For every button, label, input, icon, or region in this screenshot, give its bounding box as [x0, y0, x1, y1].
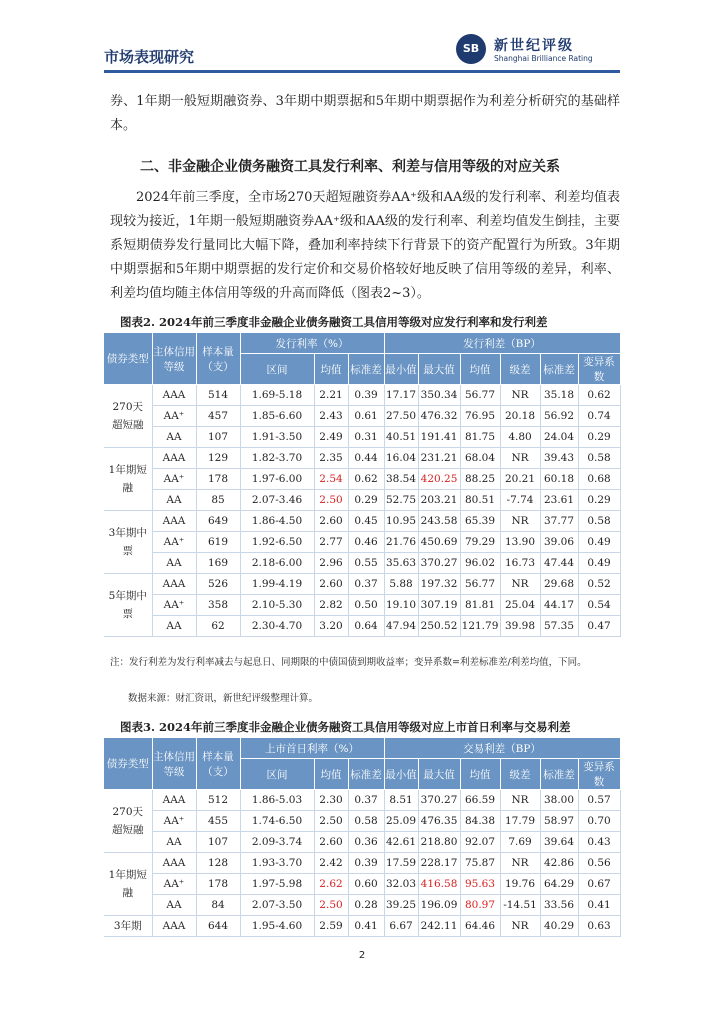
table-cell: 64.46 — [460, 916, 500, 937]
table-cell: 58.97 — [540, 811, 578, 832]
table-cell: 0.37 — [348, 790, 384, 811]
table-cell: 39.25 — [384, 895, 418, 916]
logo-english-name: Shanghai Brilliance Rating — [494, 54, 593, 63]
table-cell: AA — [152, 616, 196, 637]
table-cell: AA⁺ — [152, 595, 196, 616]
header-rate-group: 上市首日利率（%） — [240, 738, 384, 759]
table-cell: 526 — [196, 574, 240, 595]
table-row — [104, 406, 620, 427]
table-cell: 0.68 — [578, 469, 620, 490]
table-cell: 0.39 — [348, 853, 384, 874]
header-mean: 均值 — [314, 759, 348, 790]
table-cell: 243.58 — [418, 511, 460, 532]
table-cell: AAA — [152, 790, 196, 811]
table-cell: 52.75 — [384, 490, 418, 511]
table-cell: 39.64 — [540, 832, 578, 853]
table-cell: 29.68 — [540, 574, 578, 595]
table-cell: 2.43 — [314, 406, 348, 427]
table-cell: 0.61 — [348, 406, 384, 427]
table-cell: AAA — [152, 385, 196, 406]
table-cell: 0.64 — [348, 616, 384, 637]
table-cell: 57.35 — [540, 616, 578, 637]
table-cell: 35.63 — [384, 553, 418, 574]
table-cell: AAA — [152, 574, 196, 595]
table-cell: 65.39 — [460, 511, 500, 532]
table-cell: 197.32 — [418, 574, 460, 595]
table-cell: 38.00 — [540, 790, 578, 811]
table-cell: 2.54 — [314, 469, 348, 490]
table-row — [104, 853, 620, 874]
header-cv: 变异系数 — [578, 759, 620, 790]
table-cell: 0.37 — [348, 574, 384, 595]
table-cell: 16.73 — [500, 553, 540, 574]
table-cell: 2.21 — [314, 385, 348, 406]
header-spread-group: 发行利差（BP） — [384, 333, 620, 354]
table-cell: 1.91-3.50 — [240, 427, 314, 448]
table-cell: 0.28 — [348, 895, 384, 916]
table-cell: 17.17 — [384, 385, 418, 406]
table-cell: 0.29 — [578, 490, 620, 511]
table-cell: 56.92 — [540, 406, 578, 427]
bond-type-cell: 270天超短融 — [104, 790, 152, 853]
table-cell: 39.06 — [540, 532, 578, 553]
page-header — [0, 0, 724, 74]
table-cell: 20.21 — [500, 469, 540, 490]
header-range: 区间 — [240, 759, 314, 790]
table-cell: 56.77 — [460, 574, 500, 595]
header-credit-grade: 主体信用等级 — [152, 333, 196, 385]
table-cell: 420.25 — [418, 469, 460, 490]
table-cell: 0.31 — [348, 427, 384, 448]
table-cell: 0.54 — [578, 595, 620, 616]
table-cell: 2.49 — [314, 427, 348, 448]
table-cell: 0.47 — [578, 616, 620, 637]
header-divider — [104, 70, 620, 73]
table-cell: 7.69 — [500, 832, 540, 853]
table-cell: 2.42 — [314, 853, 348, 874]
table-cell: AAA — [152, 511, 196, 532]
company-logo — [456, 34, 626, 68]
table-cell: 450.69 — [418, 532, 460, 553]
table-cell: 76.95 — [460, 406, 500, 427]
bond-type-cell: 1年期短融 — [104, 448, 152, 511]
table-row — [104, 595, 620, 616]
table-cell: 4.80 — [500, 427, 540, 448]
table-cell: 2.35 — [314, 448, 348, 469]
table-cell: 21.76 — [384, 532, 418, 553]
table-cell: 307.19 — [418, 595, 460, 616]
table-cell: AAA — [152, 916, 196, 937]
table-cell: 0.43 — [578, 832, 620, 853]
figure-2-table — [104, 333, 621, 637]
table-cell: 6.67 — [384, 916, 418, 937]
table-cell: 169 — [196, 553, 240, 574]
table-cell: 1.95-4.60 — [240, 916, 314, 937]
table-cell: 24.04 — [540, 427, 578, 448]
table-cell: AA⁺ — [152, 874, 196, 895]
table-cell: 0.58 — [578, 511, 620, 532]
table-cell: 16.04 — [384, 448, 418, 469]
table-cell: AA⁺ — [152, 532, 196, 553]
header-spread-group: 交易利差（BP） — [384, 738, 620, 759]
table-cell: 203.21 — [418, 490, 460, 511]
header-sample-count: 样本量（支） — [196, 333, 240, 385]
table-cell: NR — [500, 853, 540, 874]
table-row — [104, 811, 620, 832]
table-cell: 35.18 — [540, 385, 578, 406]
table-cell: 39.98 — [500, 616, 540, 637]
table-cell: 2.30 — [314, 790, 348, 811]
table-cell: 42.86 — [540, 853, 578, 874]
table-cell: NR — [500, 916, 540, 937]
table-cell: 1.93-3.70 — [240, 853, 314, 874]
header-std: 标准差 — [348, 759, 384, 790]
header-std: 标准差 — [348, 354, 384, 385]
table-cell: 619 — [196, 532, 240, 553]
figure-2-title: 图表2. 2024年前三季度非金融企业债务融资工具信用等级对应发行利率和发行利差 — [120, 315, 548, 329]
table-cell: 2.77 — [314, 532, 348, 553]
table-cell: 25.04 — [500, 595, 540, 616]
table-cell: NR — [500, 790, 540, 811]
header-max: 最大值 — [418, 354, 460, 385]
table-cell: AA — [152, 832, 196, 853]
table-cell: 2.59 — [314, 916, 348, 937]
table-cell: 40.29 — [540, 916, 578, 937]
table-cell: 0.70 — [578, 811, 620, 832]
table-cell: AA — [152, 895, 196, 916]
table-cell: 2.82 — [314, 595, 348, 616]
table-cell: 84.38 — [460, 811, 500, 832]
table-cell: 0.58 — [578, 448, 620, 469]
table-cell: 1.97-6.00 — [240, 469, 314, 490]
header-sstd: 标准差 — [540, 354, 578, 385]
table-cell: 2.10-5.30 — [240, 595, 314, 616]
header-diff: 级差 — [500, 759, 540, 790]
header-rate-group: 发行利率（%） — [240, 333, 384, 354]
table-cell: 66.59 — [460, 790, 500, 811]
table-row — [104, 448, 620, 469]
table-cell: 457 — [196, 406, 240, 427]
table-cell: 80.51 — [460, 490, 500, 511]
table-cell: 0.41 — [348, 916, 384, 937]
section-title: 市场表现研究 — [104, 48, 195, 66]
table-cell: 88.25 — [460, 469, 500, 490]
table-cell: 44.17 — [540, 595, 578, 616]
table-row — [104, 790, 620, 811]
table-cell: 3.20 — [314, 616, 348, 637]
table-cell: 218.80 — [418, 832, 460, 853]
table-cell: 2.50 — [314, 811, 348, 832]
table-cell: 1.86-4.50 — [240, 511, 314, 532]
table-cell: 2.50 — [314, 895, 348, 916]
table-cell: 0.62 — [348, 469, 384, 490]
table-cell: 1.92-6.50 — [240, 532, 314, 553]
table-cell: 649 — [196, 511, 240, 532]
table-row — [104, 574, 620, 595]
table-cell: 2.96 — [314, 553, 348, 574]
header-smean: 均值 — [460, 759, 500, 790]
table-cell: 0.50 — [348, 595, 384, 616]
table-cell: 0.58 — [348, 811, 384, 832]
table-cell: 128 — [196, 853, 240, 874]
table-cell: 370.27 — [418, 790, 460, 811]
table-cell: 0.55 — [348, 553, 384, 574]
table-cell: 107 — [196, 832, 240, 853]
table-row — [104, 874, 620, 895]
table-cell: 121.79 — [460, 616, 500, 637]
table-cell: AA — [152, 490, 196, 511]
table-cell: 191.41 — [418, 427, 460, 448]
table-cell: 644 — [196, 916, 240, 937]
table-cell: 2.50 — [314, 490, 348, 511]
table-cell: 129 — [196, 448, 240, 469]
page-number: 2 — [358, 950, 366, 961]
table-cell: 10.95 — [384, 511, 418, 532]
table-cell: 2.07-3.46 — [240, 490, 314, 511]
header-bond-type: 债券类型 — [104, 333, 152, 385]
paragraph-1: 券、1年期一般短期融资券、3年期中期票据和5年期中期票据作为利差分析研究的基础样本。 — [110, 94, 620, 133]
table-cell: 0.60 — [348, 874, 384, 895]
table-row — [104, 469, 620, 490]
table-cell: 47.44 — [540, 553, 578, 574]
table-cell: 23.61 — [540, 490, 578, 511]
table-cell: 81.75 — [460, 427, 500, 448]
table-cell: 476.32 — [418, 406, 460, 427]
table-cell: 416.58 — [418, 874, 460, 895]
table-cell: 0.52 — [578, 574, 620, 595]
table-row — [104, 427, 620, 448]
table-cell: 68.04 — [460, 448, 500, 469]
table-cell: 0.49 — [578, 532, 620, 553]
table-cell: 178 — [196, 469, 240, 490]
table-row — [104, 832, 620, 853]
table-cell: 19.76 — [500, 874, 540, 895]
table-cell: NR — [500, 511, 540, 532]
table-cell: 2.07-3.50 — [240, 895, 314, 916]
table-cell: 455 — [196, 811, 240, 832]
table-cell: 25.09 — [384, 811, 418, 832]
table-cell: 47.94 — [384, 616, 418, 637]
table-cell: 0.74 — [578, 406, 620, 427]
table-cell: 0.67 — [578, 874, 620, 895]
table-cell: 1.97-5.98 — [240, 874, 314, 895]
bond-type-cell: 1年期短融 — [104, 853, 152, 916]
bond-type-cell: 270天超短融 — [104, 385, 152, 448]
table-cell: 1.99-4.19 — [240, 574, 314, 595]
table-cell: AA⁺ — [152, 811, 196, 832]
table-cell: 2.60 — [314, 574, 348, 595]
table-cell: 81.81 — [460, 595, 500, 616]
table-row — [104, 616, 620, 637]
table-cell: 0.39 — [348, 385, 384, 406]
table-row — [104, 553, 620, 574]
table-cell: 38.54 — [384, 469, 418, 490]
table-cell: 27.50 — [384, 406, 418, 427]
table-cell: 19.10 — [384, 595, 418, 616]
table-cell: 231.21 — [418, 448, 460, 469]
table-cell: 5.88 — [384, 574, 418, 595]
table-cell: 196.09 — [418, 895, 460, 916]
table-cell: 107 — [196, 427, 240, 448]
table-cell: 2.60 — [314, 832, 348, 853]
header-cv: 变异系数 — [578, 354, 620, 385]
table-cell: AAA — [152, 853, 196, 874]
table-row — [104, 385, 620, 406]
table-cell: 242.11 — [418, 916, 460, 937]
table-cell: 1.74-6.50 — [240, 811, 314, 832]
bond-type-cell: 3年期中票 — [104, 511, 152, 574]
figure-3-title: 图表3. 2024年前三季度非金融企业债务融资工具信用等级对应上市首日利率与交易利差 — [120, 720, 571, 734]
table-cell: 178 — [196, 874, 240, 895]
table-cell: 514 — [196, 385, 240, 406]
table-cell: 96.02 — [460, 553, 500, 574]
figure-3-table — [104, 738, 621, 937]
table-cell: 0.45 — [348, 511, 384, 532]
table-cell: 84 — [196, 895, 240, 916]
table-cell: AAA — [152, 448, 196, 469]
table-cell: 0.46 — [348, 532, 384, 553]
table-cell: AA — [152, 427, 196, 448]
header-range: 区间 — [240, 354, 314, 385]
table-row — [104, 490, 620, 511]
table-cell: 2.09-3.74 — [240, 832, 314, 853]
table-cell: 17.59 — [384, 853, 418, 874]
table-cell: 17.79 — [500, 811, 540, 832]
table-cell: 32.03 — [384, 874, 418, 895]
table-cell: 1.69-5.18 — [240, 385, 314, 406]
table-cell: 2.62 — [314, 874, 348, 895]
header-min: 最小值 — [384, 759, 418, 790]
header-sstd: 标准差 — [540, 759, 578, 790]
table-cell: 40.51 — [384, 427, 418, 448]
table-cell: 350.34 — [418, 385, 460, 406]
header-mean: 均值 — [314, 354, 348, 385]
table-cell: 0.62 — [578, 385, 620, 406]
figure-2-note: 注：发行利差为发行利率减去与起息日、同期限的中债国债到期收益率；变异系数=利差标准差/利差均值，下同。 — [110, 657, 587, 668]
table-cell: 0.44 — [348, 448, 384, 469]
table-cell: 60.18 — [540, 469, 578, 490]
header-max: 最大值 — [418, 759, 460, 790]
table-cell: 0.29 — [348, 490, 384, 511]
table-cell: 75.87 — [460, 853, 500, 874]
table-cell: 33.56 — [540, 895, 578, 916]
table-row — [104, 511, 620, 532]
table-cell: 512 — [196, 790, 240, 811]
logo-emblem-icon: SB — [456, 34, 486, 64]
table-cell: 95.63 — [460, 874, 500, 895]
table-cell: 358 — [196, 595, 240, 616]
table-cell: 62 — [196, 616, 240, 637]
bond-type-cell: 3年期 — [104, 916, 152, 937]
table-cell: 39.43 — [540, 448, 578, 469]
table-cell: NR — [500, 385, 540, 406]
table-cell: -7.74 — [500, 490, 540, 511]
header-diff: 级差 — [500, 354, 540, 385]
table-cell: 1.82-3.70 — [240, 448, 314, 469]
table-cell: 79.29 — [460, 532, 500, 553]
table-cell: 85 — [196, 490, 240, 511]
table-cell: 1.85-6.60 — [240, 406, 314, 427]
table-row — [104, 916, 620, 937]
figure-2-source: 数据来源：财汇资讯，新世纪评级整理计算。 — [128, 693, 319, 704]
table-cell: 42.61 — [384, 832, 418, 853]
table-cell: 2.30-4.70 — [240, 616, 314, 637]
table-cell: 56.77 — [460, 385, 500, 406]
table-cell: 2.60 — [314, 511, 348, 532]
table-cell: 64.29 — [540, 874, 578, 895]
table-cell: 0.41 — [578, 895, 620, 916]
header-credit-grade: 主体信用等级 — [152, 738, 196, 790]
bond-type-cell: 5年期中票 — [104, 574, 152, 637]
table-row — [104, 895, 620, 916]
table-row — [104, 532, 620, 553]
table-cell: 228.17 — [418, 853, 460, 874]
table-cell: 92.07 — [460, 832, 500, 853]
logo-chinese-name: 新世纪评级 — [494, 38, 574, 54]
section-heading: 二、非金融企业债务融资工具发行利率、利差与信用等级的对应关系 — [140, 159, 560, 175]
table-cell: NR — [500, 574, 540, 595]
table-cell: 2.18-6.00 — [240, 553, 314, 574]
header-sample-count: 样本量（支） — [196, 738, 240, 790]
table-cell: 13.90 — [500, 532, 540, 553]
table-cell: 0.56 — [578, 853, 620, 874]
table-cell: -14.51 — [500, 895, 540, 916]
table-cell: 0.49 — [578, 553, 620, 574]
header-bond-type: 债券类型 — [104, 738, 152, 790]
table-cell: 370.27 — [418, 553, 460, 574]
header-min: 最小值 — [384, 354, 418, 385]
table-cell: 0.29 — [578, 427, 620, 448]
table-cell: AA⁺ — [152, 406, 196, 427]
table-cell: 80.97 — [460, 895, 500, 916]
paragraph-2: 2024年前三季度，全市场270天超短融资券AA⁺级和AA级的发行利率、利差均值表现较为接近，1年期一般短期融资券AA⁺级和AA级的发行利率、利差均值发生倒挂，主要系短期债券发行量同比大幅下降，叠加利率持续下行背景下的资产配置行为所致。3年期中期票据和5年期中期票据的发行定价和交易价格较好地反映了信用等级的差异，利率、利差均值均随主体信用等级的升高而降低（图表2~3）。 — [110, 190, 620, 301]
table-cell: 0.63 — [578, 916, 620, 937]
table-cell: AA — [152, 553, 196, 574]
header-smean: 均值 — [460, 354, 500, 385]
table-cell: 0.57 — [578, 790, 620, 811]
table-cell: 37.77 — [540, 511, 578, 532]
table-cell: AA⁺ — [152, 469, 196, 490]
table-cell: 1.86-5.03 — [240, 790, 314, 811]
table-cell: 0.36 — [348, 832, 384, 853]
table-cell: 476.35 — [418, 811, 460, 832]
table-cell: NR — [500, 448, 540, 469]
table-cell: 20.18 — [500, 406, 540, 427]
table-cell: 8.51 — [384, 790, 418, 811]
table-cell: 250.52 — [418, 616, 460, 637]
